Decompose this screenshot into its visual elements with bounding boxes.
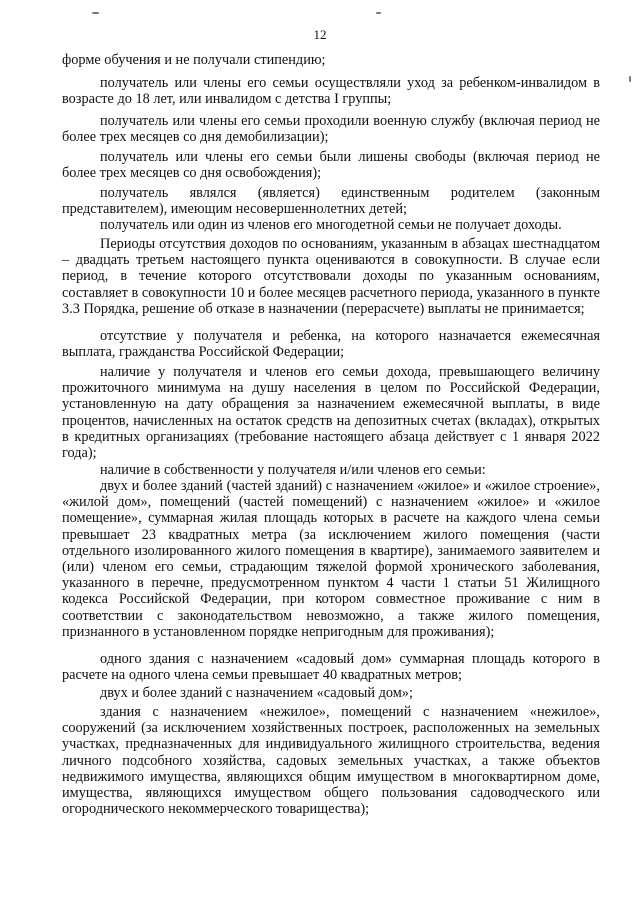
paragraph: получатель или один из членов его многодетной семьи не получает доходы. <box>100 217 562 233</box>
scan-speck <box>92 12 99 14</box>
paragraph: получатель или члены его семьи проходили военную службу (включая период не более трех месяцев со дня демобилизации); <box>62 113 600 146</box>
paragraph: двух и более зданий (частей зданий) с назначением «жилое» и «жилое строение», «жилой дом», помещений (частей помещений) с назначением «жилое» и «жилое помещение», суммарная жилая площадь которых в расчете на каждого члена семьи превышает 23 квадратных метра (за исключением жилого помещения (части отдельного изолированного жилого помещения в квартире), занимаемого заявителем и (или) членом его семьи, страдающим тяжелой формой хронического заболевания, указанного в перечне, предусмотренном пунктом 4 части 1 статьи 51 Жилищного кодекса Российской Федерации, при котором совместное проживание с ним в соответствии с законодательством невозможно, а также жилого помещения, признанного в установленном порядке непригодным для проживания); <box>62 478 600 640</box>
paragraph: получатель являлся (является) единственным родителем (законным представителем), имеющим несовершеннолетних детей; <box>62 185 600 218</box>
page-number: 12 <box>313 27 327 42</box>
paragraph: получатель или члены его семьи осуществляли уход за ребенком-инвалидом в возрасте до 18 лет, или инвалидом с детства I группы; <box>62 75 600 108</box>
paragraph: наличие в собственности у получателя и/или членов его семьи: <box>100 462 486 478</box>
paragraph: форме обучения и не получали стипендию; <box>62 52 326 68</box>
paragraph: наличие у получателя и членов его семьи дохода, превышающего величину прожиточного минимума на душу населения в целом по Российской Федерации, установленную на дату обращения за назначением ежемесячной выплаты, в виде процентов, начисленных на остаток средств на депозитных счетах (вкладах), открытых в кредитных организациях (требование настоящего абзаца действует с 1 января 2022 года); <box>62 364 600 462</box>
paragraph: здания с назначением «нежилое», помещений с назначением «нежилое», сооружений (за исключением хозяйственных построек, расположенных на земельных участках, предназначенных для индивидуального жилищного строительства, ведения личного подсобного хозяйства, садовых земельных участках, а также объектов недвижимого имущества, являющихся общим имуществом в многоквартирном доме, имущества, являющихся имуществом общего пользования садоводческого или огороднического некоммерческого товарищества); <box>62 704 600 818</box>
scan-speck <box>629 76 631 82</box>
paragraph: двух и более зданий с назначением «садовый дом»; <box>100 685 413 701</box>
paragraph: получатель или члены его семьи были лишены свободы (включая период не более трех месяцев со дня освобождения); <box>62 149 600 182</box>
scan-speck <box>376 12 381 14</box>
paragraph: отсутствие у получателя и ребенка, на которого назначается ежемесячная выплата, гражданства Российской Федерации; <box>62 328 600 361</box>
paragraph: Периоды отсутствия доходов по основаниям, указанным в абзацах шестнадцатом – двадцать третьем настоящего пункта оцениваются в совокупности. В случае если период, в течение которого отсутствовали доходы по указанным основаниям, составляет в совокупности 10 и более месяцев расчетного периода, указанного в пункте 3.3 Порядка, решение об отказе в назначении (перерасчете) выплаты не принимается; <box>62 236 600 317</box>
paragraph: одного здания с назначением «садовый дом» суммарная площадь которого в расчете на одного члена семьи превышает 40 квадратных метров; <box>62 651 600 684</box>
